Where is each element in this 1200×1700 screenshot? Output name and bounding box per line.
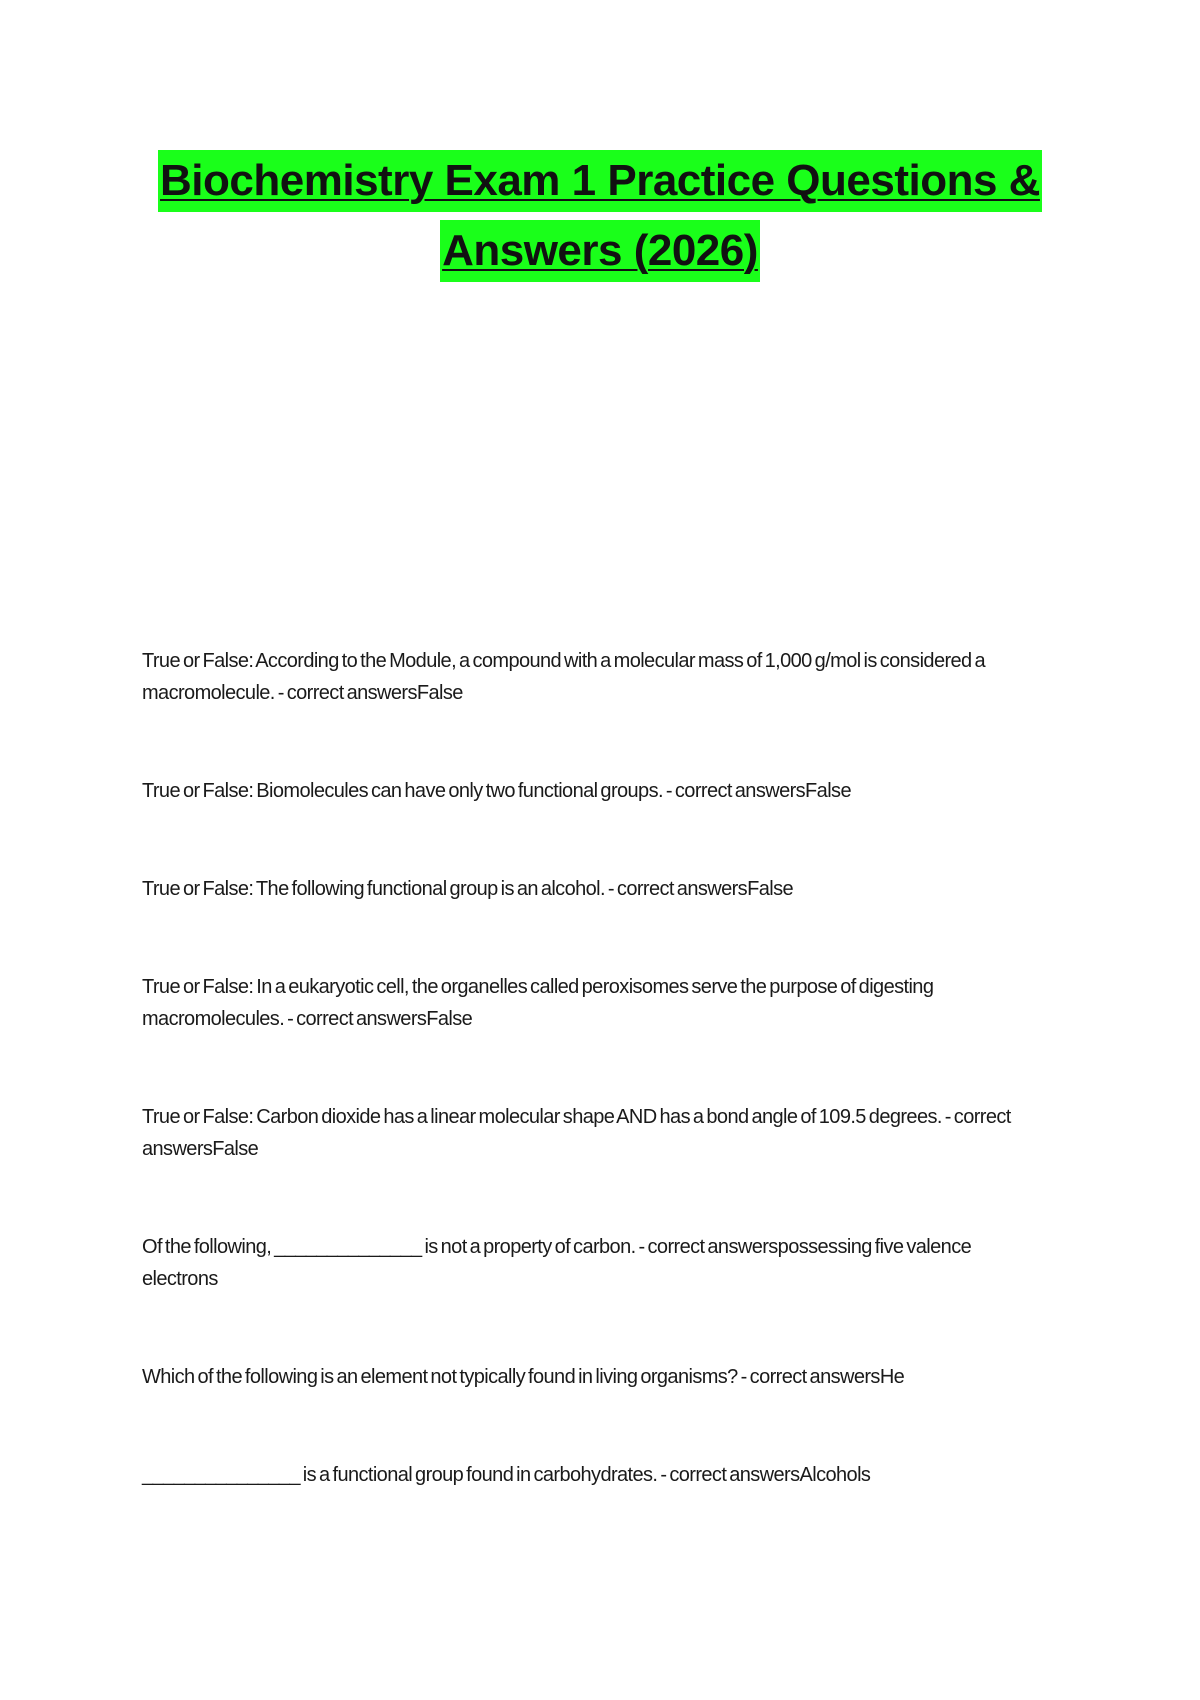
qa-item-3: True or False: The following functional group is an alcohol. - correct answersFalse: [142, 878, 793, 900]
question-answer-list: [142, 645, 1042, 1557]
title-line-2: Answers (2026): [440, 220, 760, 282]
title-line-1: Biochemistry Exam 1 Practice Questions &: [158, 150, 1042, 212]
qa-item-6: Of the following, ______________ is not a property of carbon. - correct answerspossessing five valence electrons: [142, 1236, 972, 1290]
qa-item-2: True or False: Biomolecules can have only two functional groups. - correct answersFalse: [142, 780, 851, 802]
qa-item-8: _______________ is a functional group found in carbohydrates. - correct answersAlcohols: [142, 1464, 871, 1486]
document-title: [140, 150, 1060, 290]
qa-item-7: Which of the following is an element not typically found in living organisms? - correct answersHe: [142, 1366, 905, 1388]
qa-item-5: True or False: Carbon dioxide has a linear molecular shape AND has a bond angle of 109.5 degrees. - correct answersFalse: [142, 1106, 1011, 1160]
qa-item-1: True or False: According to the Module, a compound with a molecular mass of 1,000 g/mol is considered a macromolecule. - correct answersFalse: [142, 650, 986, 704]
qa-item-4: True or False: In a eukaryotic cell, the organelles called peroxisomes serve the purpose of digesting macromolecules. - correct answersFalse: [142, 976, 934, 1030]
